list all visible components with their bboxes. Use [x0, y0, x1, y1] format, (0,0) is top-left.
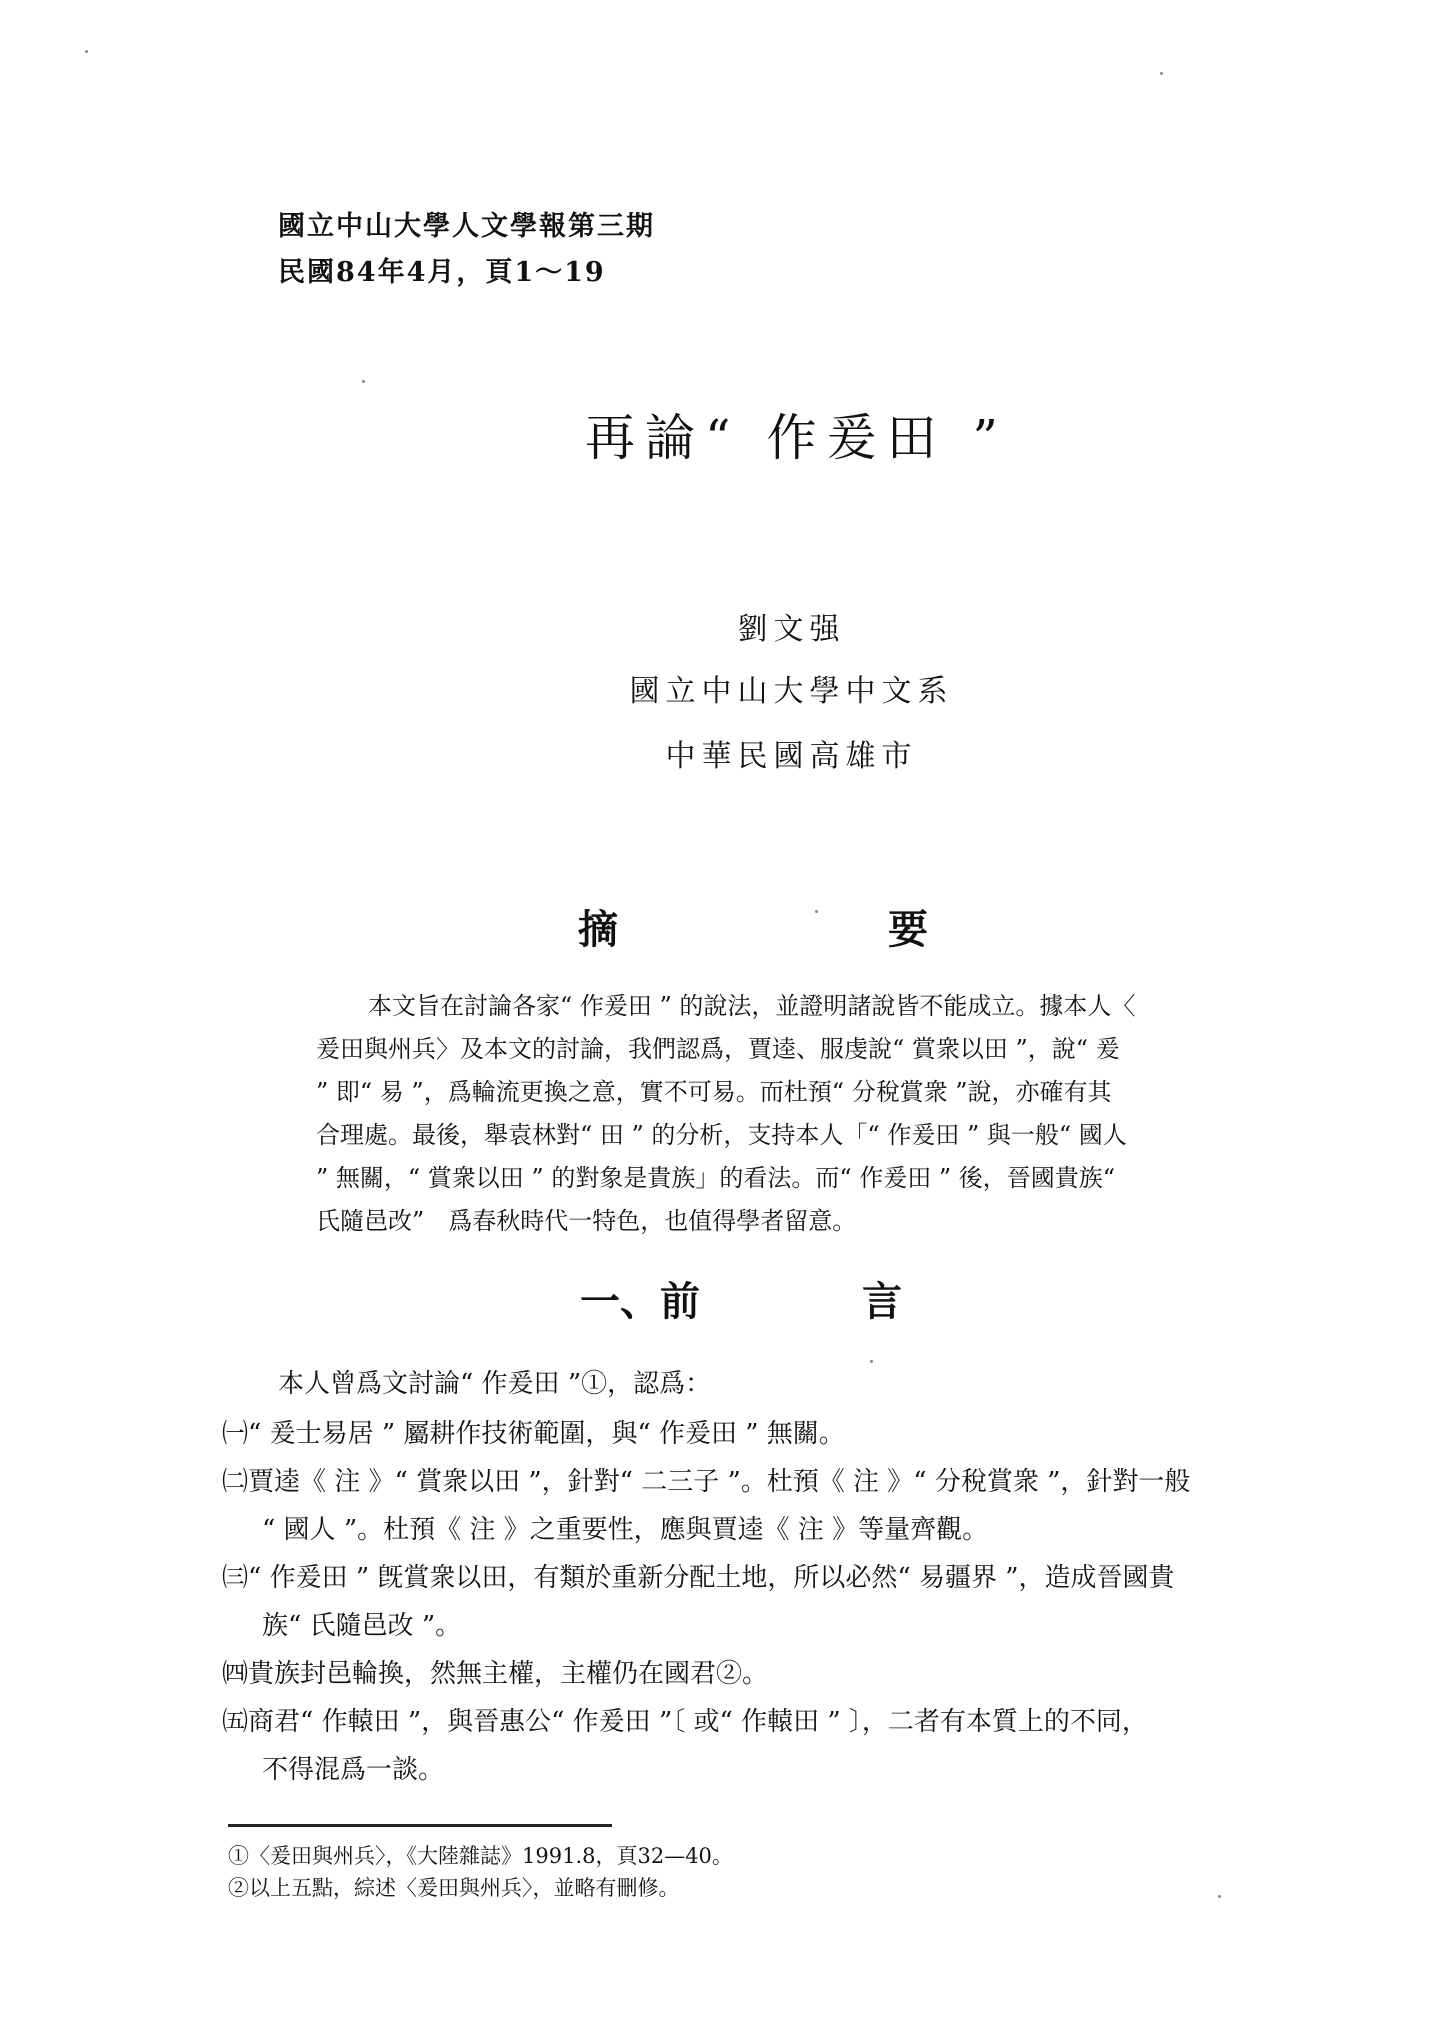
author-name: 劉文强 [737, 612, 846, 647]
journal-name: 國立中山大學人文學報第三期 [278, 211, 655, 242]
list-marker: ㈡ [222, 1467, 249, 1497]
author-location: 中華民國高雄市 [665, 739, 918, 774]
list-item [222, 1698, 1342, 1794]
list-item-continuation: “ 國人 ”。杜預《 注 》之重要性，應與賈逵《 注 》等量齊觀。 [262, 1515, 989, 1545]
abstract-line: 本文旨在討論各家“ 作爰田 ” 的說法，並證明諸說皆不能成立。據本人〈 [368, 992, 1136, 1020]
abstract-body [316, 985, 1216, 1243]
list-item [222, 1554, 1342, 1650]
abstract-line: 合理處。最後，舉袁林對“ 田 ” 的分析，支持本人「“ 作爰田 ” 與一般“ 國人 [316, 1121, 1127, 1149]
section-heading-left: 一、前 [580, 1278, 700, 1325]
abstract-heading-right: 要 [888, 906, 928, 953]
list-item [222, 1458, 1342, 1554]
list-item-text: 商君“ 作轅田 ”，與晉惠公“ 作爰田 ”〔 或“ 作轅田 ” 〕，二者有本質上的不同， [248, 1707, 1148, 1737]
list-item-continuation: 族“ 氏隨邑改 ”。 [262, 1611, 462, 1641]
abstract-line: 氏隨邑改” 爲春秋時代一特色，也值得學者留意。 [316, 1207, 857, 1235]
list-item-text: “ 爰士易居 ” 屬耕作技術範圍，與“ 作爰田 ” 無關。 [248, 1419, 845, 1449]
list-item-text: “ 作爰田 ” 旣賞衆以田，有類於重新分配土地，所以必然“ 易疆界 ”，造成晉國貴 [248, 1563, 1175, 1593]
footnote: ②以上五點，綜述〈爰田與州兵〉，並略有刪修。 [228, 1876, 680, 1900]
list-item [222, 1650, 1342, 1698]
footnote: ①〈爰田與州兵〉，《大陸雜誌》1991.8，頁32—40。 [228, 1844, 733, 1868]
list-marker: ㈠ [222, 1419, 249, 1449]
section-heading-right: 言 [862, 1278, 902, 1325]
list-marker: ㈤ [222, 1707, 249, 1737]
list-item-continuation: 不得混爲一談。 [262, 1755, 445, 1785]
list-item [222, 1410, 1342, 1458]
intro-paragraph: 本人曾爲文討論“ 作爰田 ”①，認爲： [278, 1369, 712, 1399]
list-marker: ㈣ [222, 1659, 249, 1689]
scan-speck [85, 50, 88, 53]
author-department: 國立中山大學中文系 [629, 674, 954, 709]
abstract-line: ” 即“ 易 ”，爲輪流更換之意，實不可易。而杜預“ 分稅賞衆 ”說，亦確有其 [316, 1078, 1112, 1106]
paper-title: 再論“ 作爰田 ” [585, 409, 1008, 467]
scan-speck [815, 910, 818, 913]
abstract-heading-left: 摘 [578, 906, 618, 953]
scan-speck [362, 380, 365, 383]
footnote-separator [228, 1824, 612, 1827]
journal-issue-date: 民國84年4月，頁1～19 [278, 257, 606, 288]
scan-speck [1218, 1895, 1221, 1898]
list-marker: ㈢ [222, 1563, 249, 1593]
abstract-line: 爰田與州兵〉及本文的討論，我們認爲，賈逵、服虔說“ 賞衆以田 ”，說“ 爰 [316, 1035, 1120, 1063]
list-item-text: 貴族封邑輪換，然無主權，主權仍在國君②。 [248, 1659, 769, 1689]
scan-speck [870, 1360, 873, 1363]
abstract-line: ” 無關，“ 賞衆以田 ” 的對象是貴族」的看法。而“ 作爰田 ” 後，晉國貴族“ [316, 1164, 1116, 1192]
list-item-text: 賈逵《 注 》“ 賞衆以田 ”，針對“ 二三子 ”。杜預《 注 》“ 分稅賞衆 ”，針對一般 [248, 1467, 1191, 1497]
scan-speck [1160, 72, 1163, 75]
